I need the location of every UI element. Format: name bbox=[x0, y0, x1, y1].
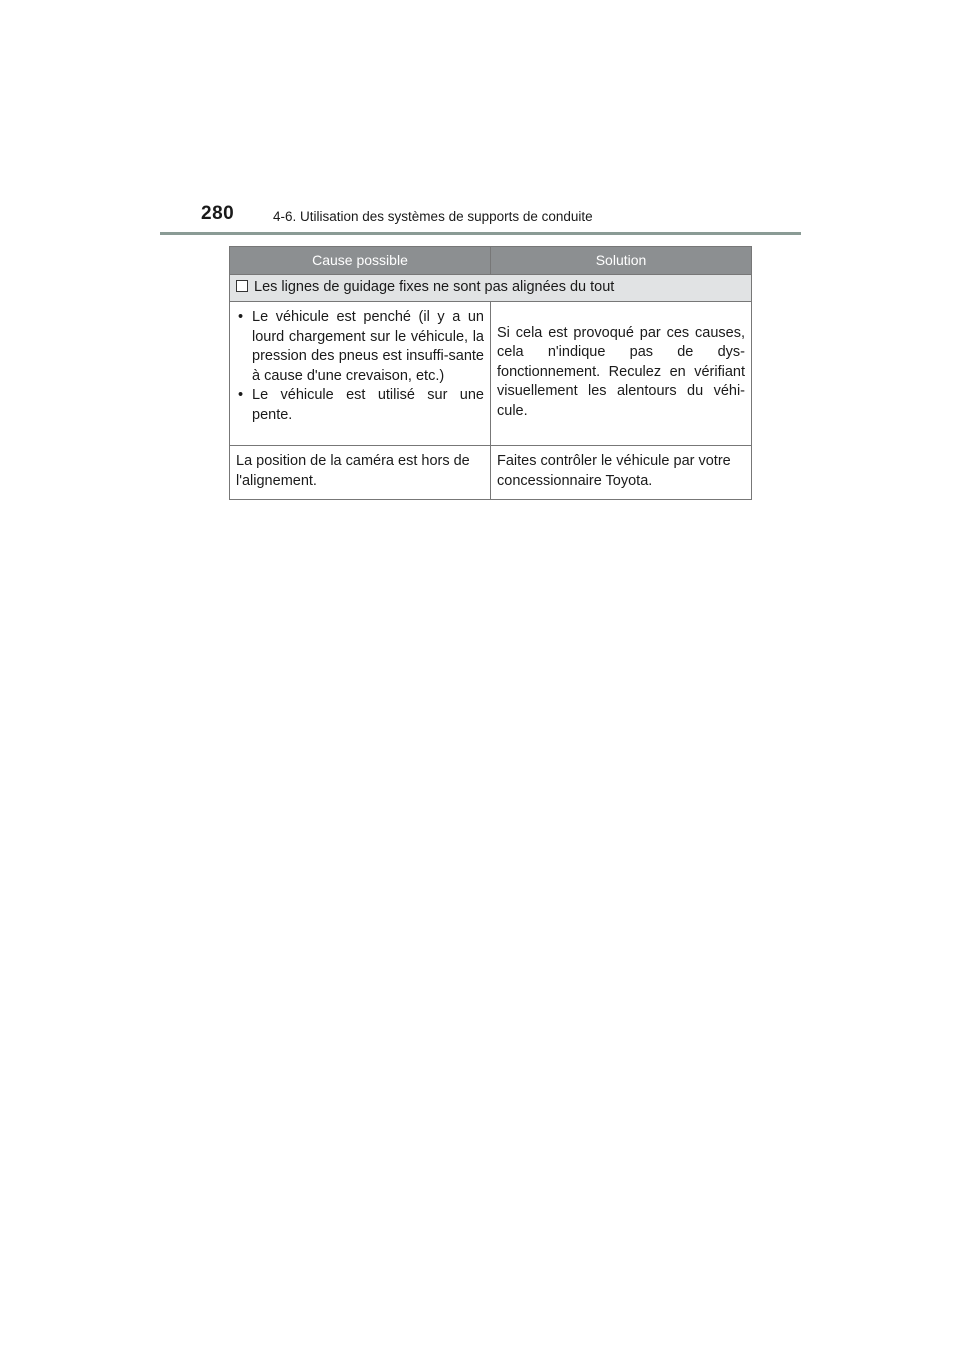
checkbox-icon bbox=[236, 280, 248, 292]
page-number: 280 bbox=[201, 203, 235, 224]
table-header-row bbox=[230, 247, 752, 275]
troubleshooting-table bbox=[229, 246, 752, 500]
table-row bbox=[230, 446, 752, 500]
cause-cell: La position de la caméra est hors de l'alignement. bbox=[230, 446, 491, 500]
cause-cell bbox=[230, 302, 491, 446]
solution-cell: Faites contrôler le véhicule par votre concessionnaire Toyota. bbox=[491, 446, 752, 500]
list-item: • Le véhicule est utilisé sur une pente. bbox=[236, 386, 484, 425]
table-row bbox=[230, 302, 752, 446]
cause-list bbox=[236, 308, 484, 425]
solution-cell: Si cela est provoqué par ces causes, cela n'indique pas de dys-fonctionnement. Reculez en vérifiant visuellement les alentours du véhi-cule. bbox=[491, 302, 752, 446]
section-title: 4-6. Utilisation des systèmes de supports de conduite bbox=[273, 209, 593, 224]
column-header-solution: Solution bbox=[491, 247, 752, 275]
column-header-cause: Cause possible bbox=[230, 247, 491, 275]
header-rule bbox=[160, 232, 801, 235]
list-item: • Le véhicule est penché (il y a un lourd chargement sur le véhicule, la pression des pneus est insuffi-sante à cause d'une crevaison, etc.) bbox=[236, 308, 484, 386]
group-heading: Les lignes de guidage fixes ne sont pas alignées du tout bbox=[254, 279, 615, 296]
group-heading-row bbox=[230, 275, 752, 302]
